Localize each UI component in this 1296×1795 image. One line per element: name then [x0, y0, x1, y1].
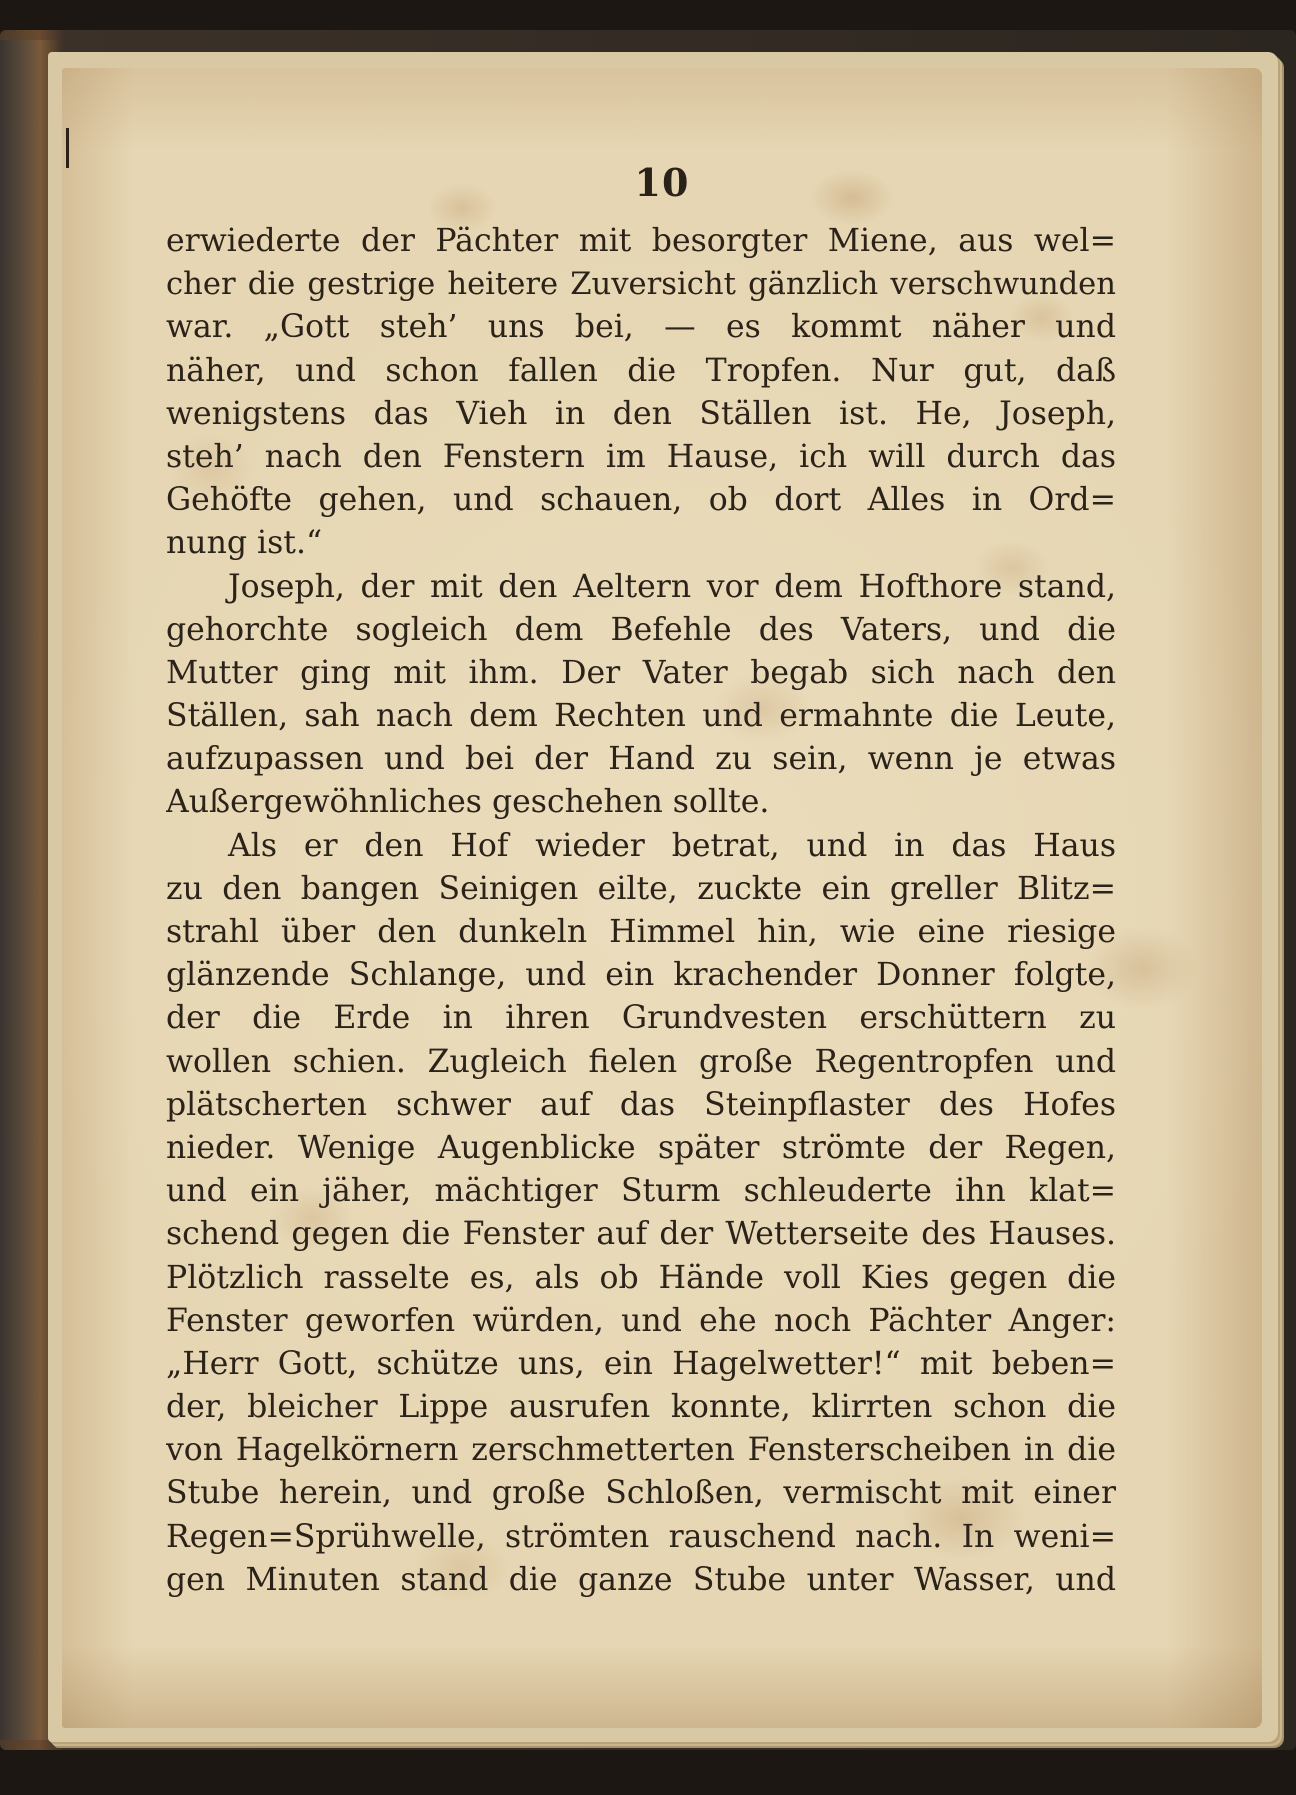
page-text	[166, 220, 1116, 1602]
text-line: zu den bangen Seinigen eilte, zuckte ein greller Blitz=	[166, 870, 1116, 907]
text-line: Fenster geworfen würden, und ehe noch Pächter Anger:	[166, 1302, 1116, 1339]
text-line: Gehöfte gehen, und schauen, ob dort Alles in Ord=	[166, 482, 1116, 519]
book-page	[62, 68, 1262, 1728]
text-line: nieder. Wenige Augenblicke später strömte der Regen,	[166, 1129, 1116, 1166]
text-line: gehorchte sogleich dem Befehle des Vaters, und die	[166, 611, 1116, 648]
text-line: strahl über den dunkeln Himmel hin, wie eine riesige	[166, 914, 1116, 950]
text-line: nung ist.“	[166, 525, 323, 562]
text-line: Stube herein, und große Schloßen, vermischt mit einer	[166, 1475, 1116, 1512]
text-line: Als er den Hof wieder betrat, und in das Haus	[228, 827, 1116, 864]
text-line: Joseph, der mit den Aeltern vor dem Hofthore stand,	[228, 568, 1116, 605]
page-number: 10	[634, 160, 690, 205]
text-line: aufzupassen und bei der Hand zu sein, wenn je etwas	[166, 741, 1116, 778]
text-line: der, bleicher Lippe ausrufen konnte, klirrten schon die	[166, 1389, 1116, 1426]
text-line: und ein jäher, mächtiger Sturm schleuderte ihn klat=	[166, 1173, 1116, 1210]
text-line: von Hagelkörnern zerschmetterten Fensterscheiben in die	[166, 1432, 1116, 1469]
text-line: Regen=Sprühwelle, strömten rauschend nach. In weni=	[166, 1518, 1116, 1555]
text-line: „Herr Gott, schütze uns, ein Hagelwetter!“ mit beben=	[166, 1345, 1116, 1382]
text-line: Ställen, sah nach dem Rechten und ermahnte die Leute,	[166, 698, 1116, 735]
text-line: wenigstens das Vieh in den Ställen ist. He, Joseph,	[166, 395, 1116, 432]
text-line: plätscherten schwer auf das Steinpflaster des Hofes	[166, 1086, 1116, 1123]
text-line: cher die gestrige heitere Zuversicht gänzlich verschwunden	[166, 267, 1116, 303]
text-line: war. „Gott steh’ uns bei, — es kommt näher und	[166, 309, 1116, 346]
text-line: steh’ nach den Fenstern im Hause, ich will durch das	[166, 438, 1116, 475]
text-line: Mutter ging mit ihm. Der Vater begab sich nach den	[166, 654, 1116, 691]
text-line: Außergewöhnliches geschehen sollte.	[166, 784, 770, 821]
text-line: Plötzlich rasselte es, als ob Hände voll Kies gegen die	[166, 1259, 1116, 1296]
text-line: gen Minuten stand die ganze Stube unter Wasser, und	[166, 1561, 1116, 1598]
text-line: wollen schien. Zugleich fielen große Regentropfen und	[166, 1043, 1116, 1080]
text-line: erwiederte der Pächter mit besorgter Miene, aus wel=	[166, 223, 1116, 259]
text-line: schend gegen die Fenster auf der Wetterseite des Hauses.	[166, 1216, 1116, 1253]
text-line: näher, und schon fallen die Tropfen. Nur gut, daß	[166, 352, 1116, 389]
text-line: glänzende Schlange, und ein krachender Donner folgte,	[166, 957, 1116, 994]
text-line: der die Erde in ihren Grundvesten erschüttern zu	[166, 1000, 1116, 1037]
